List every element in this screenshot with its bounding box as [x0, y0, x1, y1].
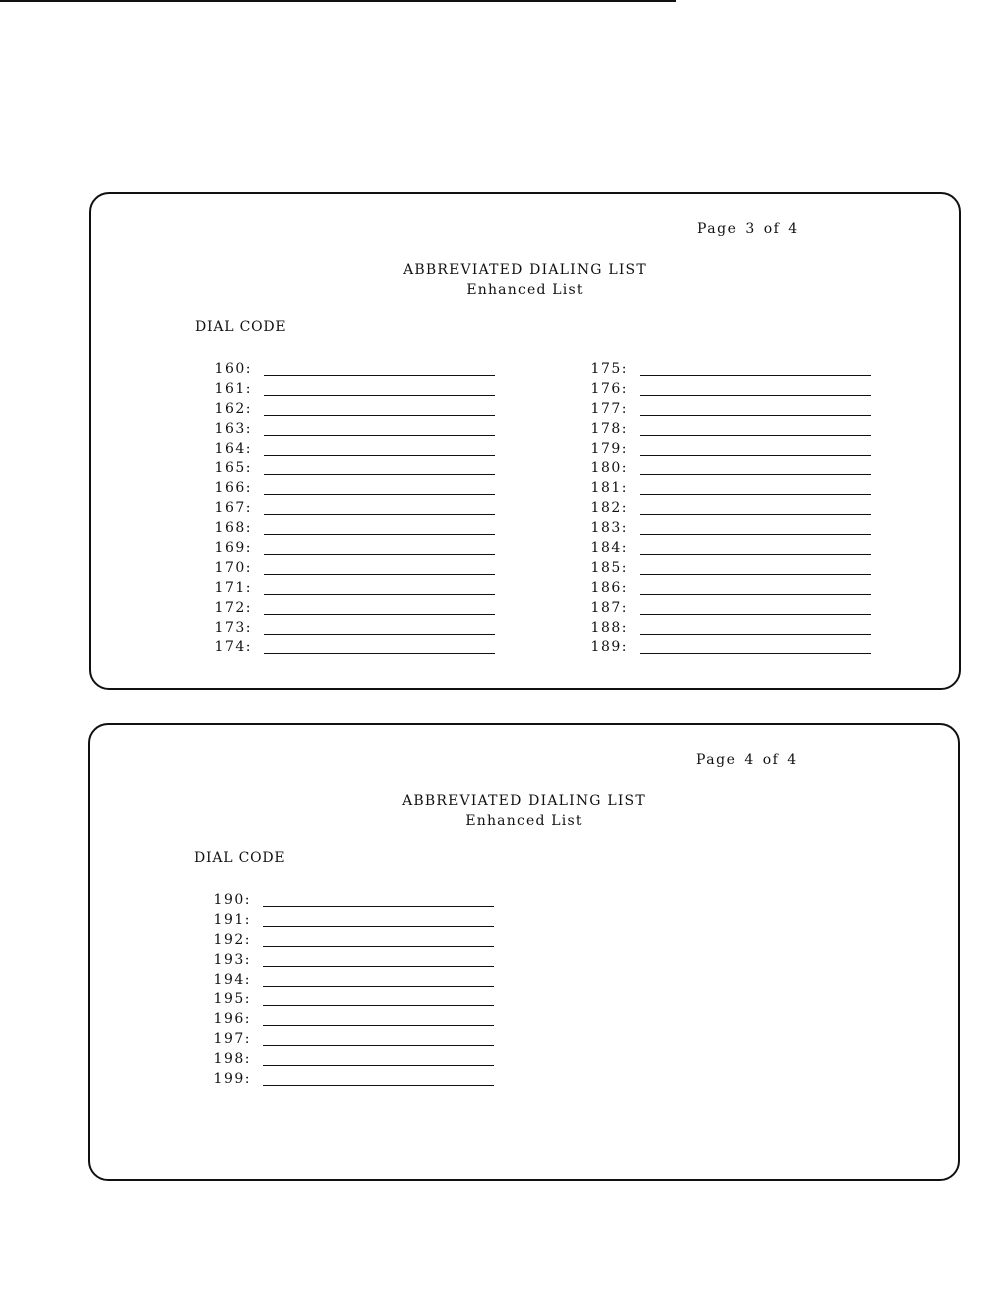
- dial-code-label: 196:: [213, 1011, 251, 1028]
- dial-code-heading: DIAL CODE: [195, 319, 287, 335]
- dial-code-label: 174:: [214, 639, 252, 656]
- dial-code-label: 175:: [590, 361, 628, 377]
- dial-code-label: 179:: [590, 440, 628, 457]
- dial-code-label: 193:: [213, 951, 251, 968]
- dial-code-blank-line: [640, 594, 871, 595]
- dial-code-blank-line: [264, 494, 495, 495]
- dial-code-label: 192:: [213, 931, 251, 948]
- dial-code-blank-line: [264, 534, 495, 535]
- dial-code-label: 190:: [213, 892, 251, 908]
- dialing-list-panel-page-3: [89, 192, 961, 690]
- dial-code-blank-line: [263, 1085, 494, 1086]
- dial-code-label: 177:: [590, 400, 628, 417]
- dial-code-blank-line: [640, 455, 871, 456]
- dial-code-label: 162:: [214, 400, 252, 417]
- dial-code-label: 164:: [214, 440, 252, 457]
- list-subtitle: Enhanced List: [465, 813, 583, 829]
- dial-code-blank-line: [263, 1045, 494, 1046]
- dial-code-label: 199:: [213, 1071, 251, 1088]
- dial-code-label: 168:: [214, 520, 252, 537]
- dial-code-blank-line: [263, 986, 494, 987]
- dial-code-label: 183:: [590, 520, 628, 537]
- list-title-block: [91, 260, 959, 300]
- dial-code-blank-line: [264, 554, 495, 555]
- dial-code-heading: DIAL CODE: [194, 850, 286, 866]
- dial-code-label: 195:: [213, 991, 251, 1008]
- dial-code-blank-line: [264, 395, 495, 396]
- dial-code-label: 163:: [214, 420, 252, 437]
- dial-code-label: 171:: [214, 579, 252, 596]
- dial-code-blank-line: [263, 946, 494, 947]
- dial-code-blank-line: [640, 474, 871, 475]
- dial-code-label: 185:: [590, 559, 628, 576]
- dial-code-blank-line: [640, 375, 871, 376]
- dial-code-label: 170:: [214, 559, 252, 576]
- dial-code-label: 172:: [214, 599, 252, 616]
- dial-code-label: 176:: [590, 380, 628, 397]
- dial-code-label: 197:: [213, 1031, 251, 1048]
- dial-code-blank-line: [640, 554, 871, 555]
- dial-code-blank-line: [263, 926, 494, 927]
- dial-code-blank-line: [264, 614, 495, 615]
- dial-code-blank-line: [640, 614, 871, 615]
- dial-code-blank-line: [640, 494, 871, 495]
- list-title: ABBREVIATED DIALING LIST: [402, 793, 646, 809]
- list-subtitle: Enhanced List: [466, 282, 584, 298]
- dial-code-label: 198:: [213, 1051, 251, 1068]
- dial-code-label: 178:: [590, 420, 628, 437]
- dial-code-label: 188:: [590, 619, 628, 636]
- dial-code-blank-line: [640, 395, 871, 396]
- dial-code-blank-line: [264, 653, 495, 654]
- dial-code-label: 169:: [214, 540, 252, 557]
- dial-code-blank-line: [263, 966, 494, 967]
- dial-code-label: 194:: [213, 971, 251, 988]
- dial-code-label: 182:: [590, 500, 628, 517]
- dial-code-blank-line: [263, 1025, 494, 1026]
- dial-code-label: 161:: [214, 380, 252, 397]
- dialing-list-panel-page-4: [88, 723, 960, 1181]
- dial-code-label: 165:: [214, 460, 252, 477]
- dial-code-label: 184:: [590, 540, 628, 557]
- list-title: ABBREVIATED DIALING LIST: [403, 262, 647, 278]
- dial-code-blank-line: [264, 455, 495, 456]
- dial-code-label: 186:: [590, 579, 628, 596]
- page-number: Page 4 of 4: [696, 752, 798, 768]
- dial-code-label: 167:: [214, 500, 252, 517]
- dial-code-label: 189:: [590, 639, 628, 656]
- dial-code-blank-line: [263, 1005, 494, 1006]
- dial-code-blank-line: [640, 634, 871, 635]
- dial-code-label: 166:: [214, 480, 252, 497]
- dial-code-blank-line: [264, 474, 495, 475]
- dial-code-blank-line: [264, 574, 495, 575]
- dial-code-label: 187:: [590, 599, 628, 616]
- dial-code-blank-line: [640, 574, 871, 575]
- dial-code-blank-line: [640, 653, 871, 654]
- dial-code-blank-line: [640, 534, 871, 535]
- dial-code-label: 180:: [590, 460, 628, 477]
- dial-code-blank-line: [264, 415, 495, 416]
- dial-code-blank-line: [640, 435, 871, 436]
- page-number: Page 3 of 4: [697, 221, 799, 237]
- list-title-block: [90, 791, 958, 831]
- top-rule: [0, 0, 676, 2]
- dial-code-label: 160:: [214, 361, 252, 377]
- dial-code-blank-line: [264, 375, 495, 376]
- dial-code-label: 173:: [214, 619, 252, 636]
- dial-code-label: 181:: [590, 480, 628, 497]
- dial-code-label: 191:: [213, 911, 251, 928]
- dial-code-blank-line: [264, 435, 495, 436]
- dial-code-blank-line: [640, 415, 871, 416]
- dial-code-blank-line: [264, 594, 495, 595]
- dial-code-blank-line: [264, 634, 495, 635]
- dial-code-blank-line: [264, 514, 495, 515]
- dial-code-blank-line: [263, 906, 494, 907]
- dial-code-blank-line: [263, 1065, 494, 1066]
- dial-code-blank-line: [640, 514, 871, 515]
